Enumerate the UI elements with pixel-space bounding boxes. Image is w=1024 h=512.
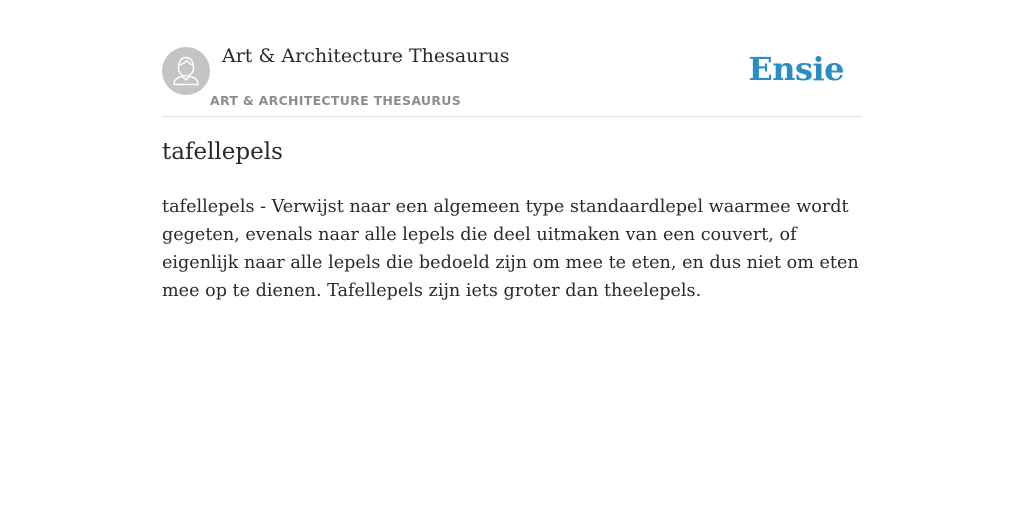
entry-definition: tafellepels - Verwijst naar een algemeen type standaardlepel waarmee wordt gegeten, evenals naar alle lepels die deel uitmaken van een couvert, of eigenlijk naar alle lepels die bedoeld zijn om mee te eten, en dus niet om eten mee op te dienen. Tafellepels zijn iets groter dan theelepels. [162, 197, 859, 301]
user-silhouette-icon [162, 47, 210, 95]
avatar[interactable] [162, 47, 210, 95]
author-name-link[interactable]: Art & Architecture Thesaurus [222, 45, 510, 67]
header [162, 40, 862, 117]
author-subtitle: ART & ARCHITECTURE THESAURUS [210, 93, 462, 108]
entry-title: tafellepels [162, 139, 283, 165]
brand-logo[interactable]: Ensie [748, 50, 844, 88]
